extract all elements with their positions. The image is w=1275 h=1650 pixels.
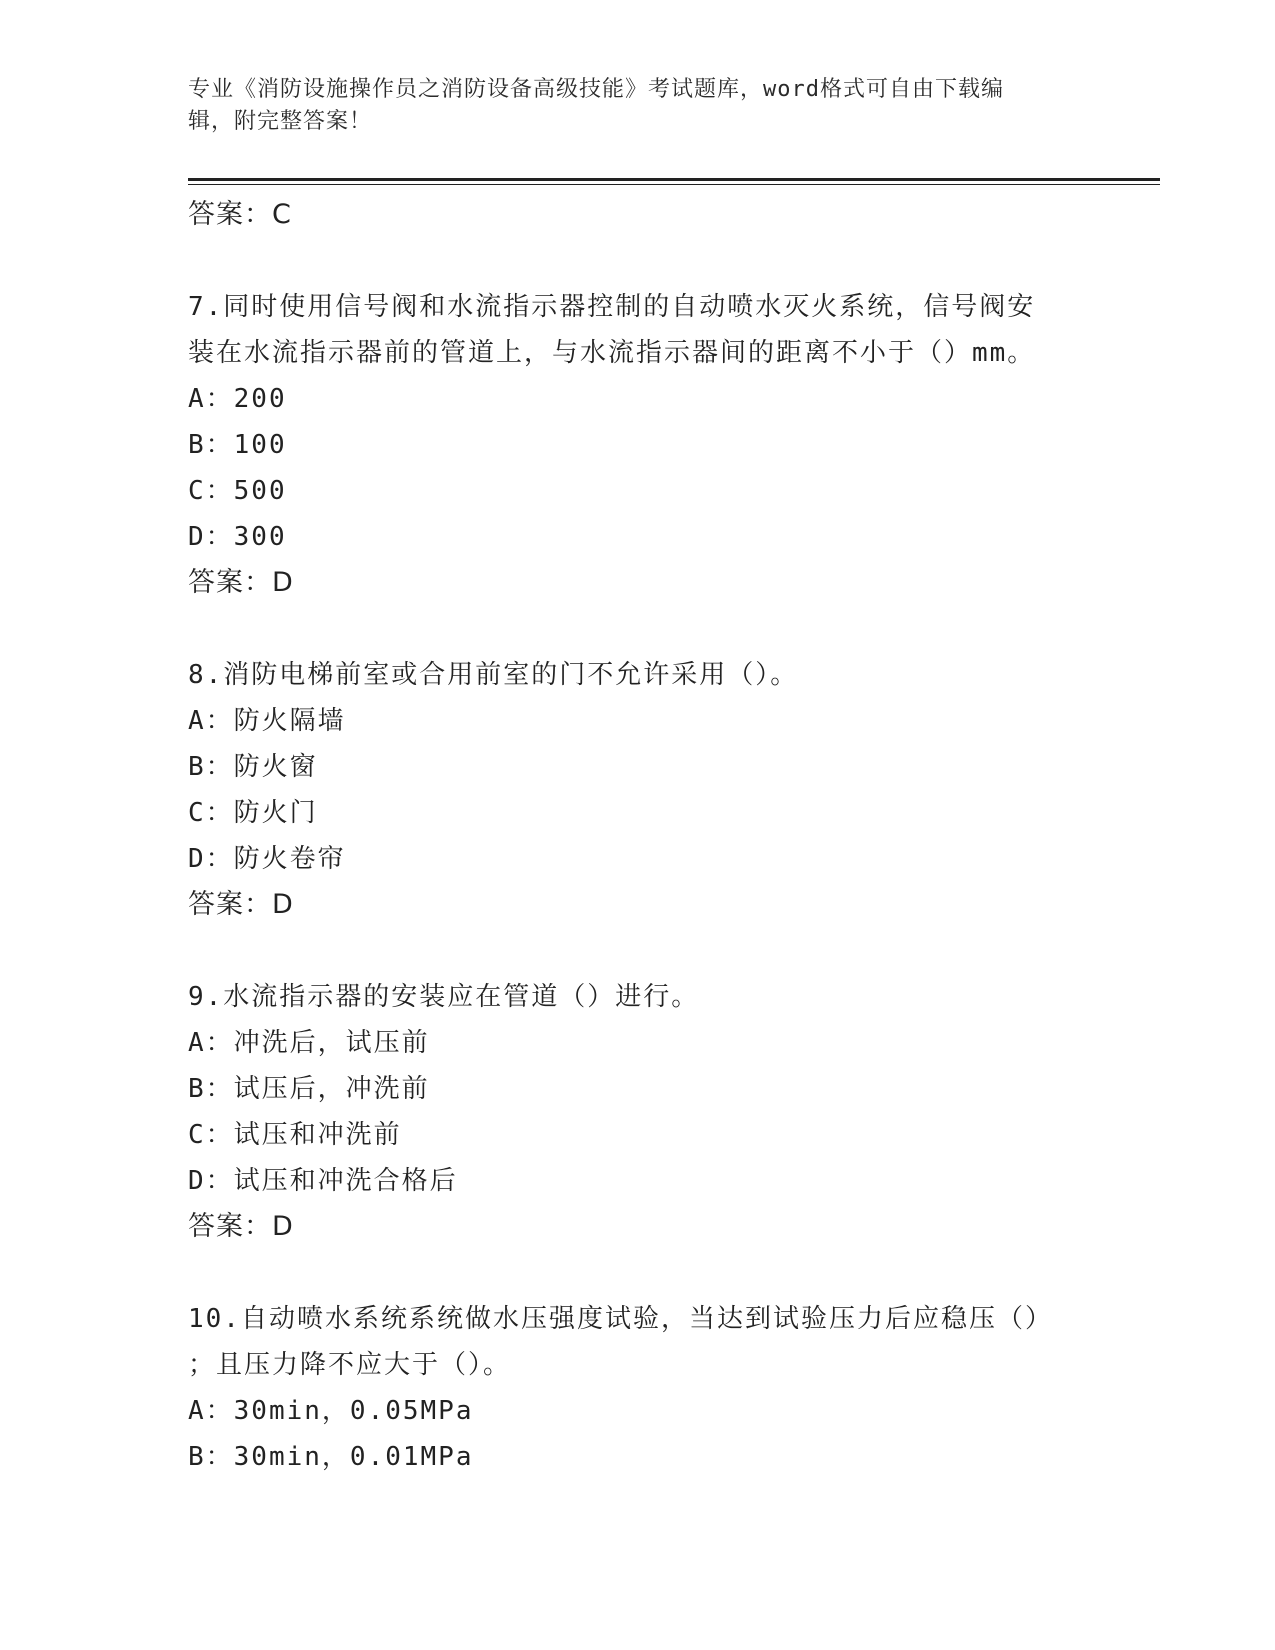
answer: 答案：D — [188, 1211, 294, 1242]
header-line-1: 专业《消防设施操作员之消防设备高级技能》考试题库，word格式可自由下载编 — [188, 77, 1004, 102]
option-a: A：防火隔墙 — [188, 706, 346, 736]
option-b: B：100 — [188, 430, 287, 460]
option-d: D：防火卷帘 — [188, 844, 346, 874]
question-block — [188, 1296, 1088, 1480]
option-b: B：试压后，冲洗前 — [188, 1074, 430, 1104]
option-c: C：防火门 — [188, 798, 318, 828]
header-divider-thin — [188, 184, 1160, 185]
option-b: B：防火窗 — [188, 752, 318, 782]
question-block — [188, 974, 1088, 1250]
previous-answer: 答案：C — [188, 199, 292, 230]
option-a: A：30min，0.05MPa — [188, 1396, 474, 1426]
page-header — [188, 74, 1088, 138]
question-list — [188, 192, 1088, 1480]
spacer — [188, 928, 1088, 974]
header-line-2: 辑，附完整答案！ — [188, 109, 373, 134]
spacer — [188, 1250, 1088, 1296]
option-b: B：30min，0.01MPa — [188, 1442, 474, 1472]
option-c: C：500 — [188, 476, 287, 506]
option-a: A：冲洗后，试压前 — [188, 1028, 430, 1058]
spacer — [188, 238, 1088, 284]
option-d: D：试压和冲洗合格后 — [188, 1166, 458, 1196]
question-block — [188, 284, 1088, 606]
question-block — [188, 652, 1088, 928]
question-stem: 7.同时使用信号阀和水流指示器控制的自动喷水灭火系统，信号阀安 — [188, 292, 1036, 322]
header-divider-thick — [188, 178, 1160, 181]
option-c: C：试压和冲洗前 — [188, 1120, 402, 1150]
question-stem: 10.自动喷水系统系统做水压强度试验，当达到试验压力后应稳压（） — [188, 1304, 1053, 1334]
question-stem: 9.水流指示器的安装应在管道（）进行。 — [188, 982, 700, 1012]
question-stem: ；且压力降不应大于（）。 — [188, 1350, 512, 1380]
answer: 答案：D — [188, 889, 294, 920]
spacer — [188, 606, 1088, 652]
question-stem: 8.消防电梯前室或合用前室的门不允许采用（）。 — [188, 660, 799, 690]
question-stem: 装在水流指示器前的管道上，与水流指示器间的距离不小于（）mm。 — [188, 338, 1036, 368]
option-d: D：300 — [188, 522, 287, 552]
option-a: A：200 — [188, 384, 287, 414]
answer: 答案：D — [188, 567, 294, 598]
